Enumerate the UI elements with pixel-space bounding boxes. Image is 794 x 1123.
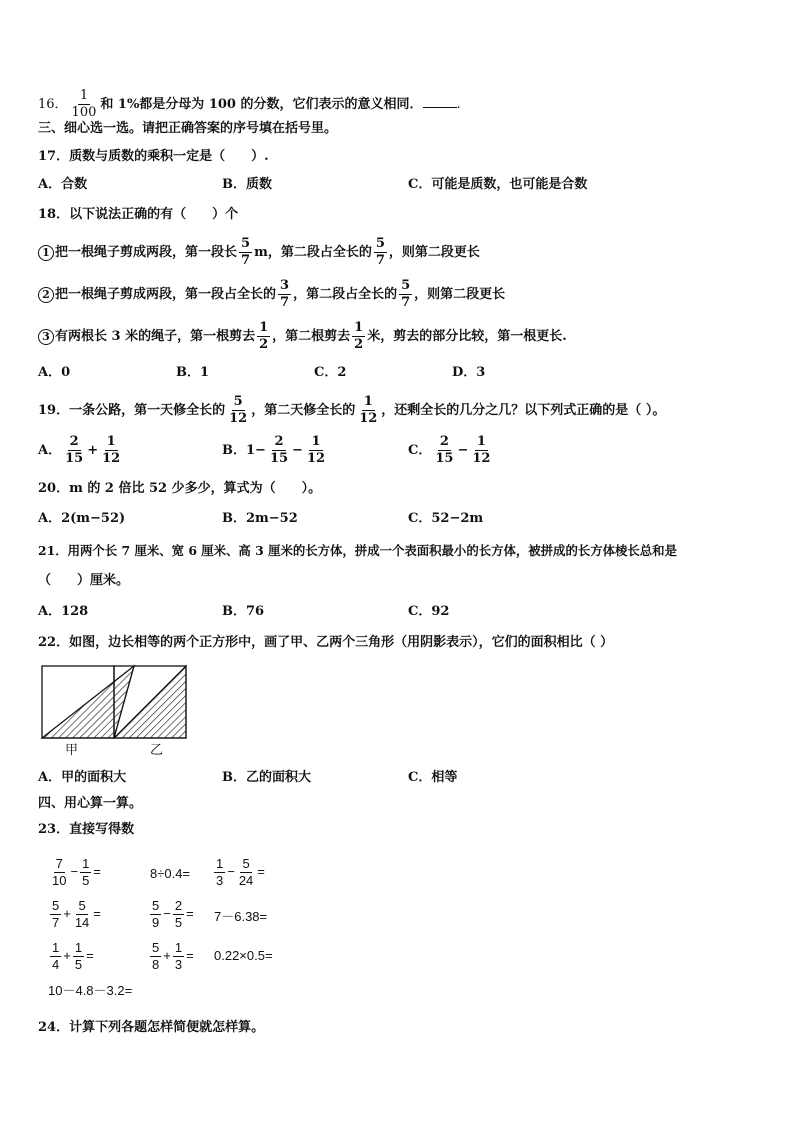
question-24-stem: 24．计算下列各题怎样简便就怎样算。: [38, 1020, 265, 1035]
q18-statement-1: 1 把一根绳子剪成两段，第一段长 $\frac{5}{7}$ m，第二段占全长的 $\frac{5}{7}$ ，则第二段更长: [38, 236, 480, 269]
q22-option-a[interactable]: A．甲的面积大: [38, 770, 127, 785]
q17-option-b[interactable]: B．质数: [222, 177, 272, 192]
q19-option-b[interactable]: B．1− $\frac{2}{15}$ − $\frac{1}{12}$: [222, 434, 326, 466]
label-yi: 乙: [150, 743, 164, 758]
calc-item: 0.22×0.5=: [214, 948, 273, 963]
question-16: 16． $\frac{1}{100}$ 和 1%都是分母为 100 的分数，它们表示的意义相同． .: [38, 88, 461, 120]
question-17-stem: 17．质数与质数的乘积一定是（ ）.: [38, 149, 269, 164]
q22-option-b[interactable]: B．乙的面积大: [222, 770, 311, 785]
q22-option-c[interactable]: C．相等: [408, 770, 458, 785]
q21-option-b[interactable]: B．76: [222, 604, 265, 619]
answer-blank[interactable]: [423, 95, 457, 108]
section-3-heading: 三、细心选一选。请把正确答案的序号填在括号里。: [38, 121, 338, 136]
q20-option-c[interactable]: C．52−2m: [408, 511, 484, 526]
q19-option-a[interactable]: A． $\frac{2}{15}$ + $\frac{1}{12}$: [38, 434, 121, 466]
q20-option-a[interactable]: A．2(m−52): [38, 511, 126, 526]
question-18-stem: 18．以下说法正确的有（ ）个: [38, 207, 239, 222]
calc-item: 8÷0.4=: [150, 866, 191, 881]
question-23-stem: 23．直接写得数: [38, 822, 135, 837]
section-4-heading: 四、用心算一算。: [38, 796, 143, 811]
fraction: $\frac{1}{100}$: [71, 88, 97, 120]
calc-item: $\frac{5}{9}$ − $\frac{2}{5}$ =: [152, 898, 194, 930]
q21-option-c[interactable]: C．92: [408, 604, 450, 619]
q21-option-a[interactable]: A．128: [38, 604, 89, 619]
q20-option-b[interactable]: B．2m−52: [222, 511, 298, 526]
two-squares-figure: [40, 664, 190, 756]
calc-item: 10－4.8－3.2=: [48, 983, 133, 998]
calc-item: $\frac{5}{8}$ + $\frac{1}{3}$ =: [152, 940, 194, 972]
q19-option-c[interactable]: C． $\frac{2}{15}$ − $\frac{1}{12}$: [408, 434, 491, 466]
q18-statement-2: 2 把一根绳子剪成两段，第一段占全长的 $\frac{3}{7}$ ，第二段占全长的 $\frac{5}{7}$ ，则第二段更长: [38, 278, 505, 311]
q18-option-d[interactable]: D．3: [452, 365, 486, 380]
label-jia: 甲: [65, 743, 79, 758]
question-19-stem: 19．一条公路，第一天修全长的 $\frac{5}{12}$ ，第二天修全长的 $\frac{1}{12}$ ，还剩全长的几分之几？以下列式正确的是（ ）。: [38, 394, 666, 426]
q17-option-a[interactable]: A．合数: [38, 177, 88, 192]
triangle-jia: [42, 666, 134, 738]
question-21-stem: 21．用两个长 7 厘米、宽 6 厘米、高 3 厘米的长方体，拼成一个表面积最小的长方体，被拼成的长方体棱长总和是: [38, 543, 677, 558]
calc-item: $\frac{1}{4}$ + $\frac{1}{5}$ =: [52, 940, 94, 972]
q18-option-a[interactable]: A．0: [38, 365, 71, 380]
q17-option-c[interactable]: C．可能是质数，也可能是合数: [408, 177, 588, 192]
calc-item: $\frac{5}{7}$ + $\frac{5}{14}$ =: [52, 898, 101, 930]
q18-statement-3: 3 有两根长 3 米的绳子，第一根剪去 $\frac{1}{2}$ ，第二根剪去 $\frac{1}{2}$ 米，剪去的部分比较，第一根更长.: [38, 320, 567, 353]
calc-item: $\frac{7}{10}$ − $\frac{1}{5}$ =: [52, 856, 101, 888]
calc-item: $\frac{1}{3}$ − $\frac{5}{24}$ =: [216, 856, 265, 888]
question-20-stem: 20．m 的 2 倍比 52 少多少，算式为（ ）。: [38, 481, 322, 496]
question-21-stem-cont: （ ）厘米。: [38, 573, 130, 588]
question-22-stem: 22．如图，边长相等的两个正方形中，画了甲、乙两个三角形（用阴影表示），它们的面积相比（ ）: [38, 635, 614, 650]
q18-option-c[interactable]: C．2: [314, 365, 347, 380]
q18-option-b[interactable]: B．1: [176, 365, 210, 380]
calc-item: 7－6.38=: [214, 909, 268, 924]
